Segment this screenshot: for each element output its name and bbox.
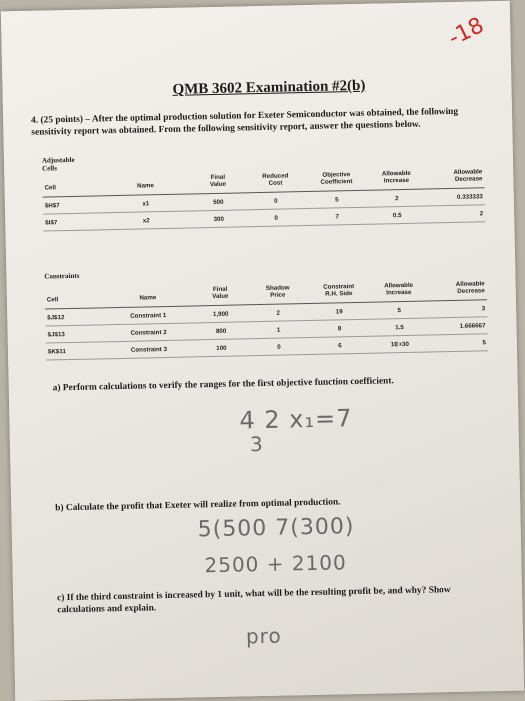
adjustable-header-row-2-cell-2: Value — [190, 180, 245, 194]
handwriting-b-line2: 2500 + 2100 — [204, 550, 347, 578]
constraints-header-row-2-cell-3: Price — [248, 291, 308, 305]
question-a: a) Perform calculations to verify the ranges for the first objective function coefficient. — [52, 376, 394, 394]
constraints-table-row-cell-2: 1,900 — [193, 305, 248, 323]
constraints-header-row-1-cell-6: Allowable — [455, 280, 485, 288]
constraints-table-row-cell-2: 800 — [193, 322, 248, 340]
adjustable-header-row-1-cell-2: Final — [210, 173, 226, 182]
question-c: c) If the third constraint is increased by 1 unit, what will be the resulting profit be, and why? Show calculations and explain. — [57, 585, 451, 616]
adjustable-header-row-1-cell-6: Allowable — [453, 168, 483, 176]
adjustable-table-row-cell-0: $H$7 — [43, 196, 101, 214]
constraints-table-row-cell-3: 0 — [249, 338, 309, 356]
handwriting-c-line1: pro — [245, 623, 282, 649]
constraints-table-row-cell-5: 5 — [370, 301, 428, 319]
adjustable-cells-table — [42, 165, 485, 231]
constraints-table-row-cell-6: 3 — [428, 300, 487, 318]
constraints-header-row-2-cell-6: Decrease — [428, 287, 487, 301]
constraints-table-row-cell-0: $K$11 — [46, 342, 104, 360]
adjustable-label-line2: Cells — [42, 164, 57, 173]
constraints-header-row-2-cell-4: R.H. Side — [308, 290, 370, 304]
constraints-header-row-2-cell-5: Increase — [370, 289, 428, 303]
adjustable-header-row-1-cell-5: Allowable — [381, 169, 411, 178]
adjustable-table-row-cell-4: 7 — [306, 207, 368, 225]
adjustable-header-row-2-cell-6: Decrease — [425, 175, 484, 189]
grade-mark: -18 — [444, 13, 488, 52]
adjustable-cells-label — [42, 156, 75, 173]
constraints-table-row-cell-1: Constraint 2 — [103, 323, 193, 342]
constraints-header-row-2-cell-2: Value — [193, 292, 248, 306]
exam-paper — [1, 1, 524, 701]
handwriting-b-line1: 5(500 7(300) — [197, 514, 355, 543]
adjustable-header-row-1-cell-3: Reduced — [262, 172, 289, 180]
adjustable-table-row-cell-4: 5 — [306, 190, 368, 208]
problem-statement: 4. (25 points) – After the optimal production solution for Exeter Semiconductor was obtained, the following sensitivity report was obtained. From the following sensitivity report, answer the questions below. — [31, 106, 459, 138]
adjustable-table-row-cell-2: 300 — [191, 210, 246, 228]
adjustable-header-row-1-cell-4: Objective — [322, 171, 351, 179]
adjustable-table-row-cell-5: 0.5 — [368, 206, 426, 224]
adjustable-table-row-cell-0: $I$7 — [43, 213, 101, 231]
constraints-table-row-cell-4: 19 — [308, 302, 370, 320]
constraints-table — [45, 277, 488, 360]
constraints-table-row-cell-0: $J$13 — [45, 325, 103, 343]
constraints-header-row-1-cell-2: Final — [212, 285, 228, 294]
constraints-table-row-cell-5: 1E+30 — [371, 335, 429, 353]
adjustable-header-row-2-cell-1: Name — [100, 181, 190, 195]
adjustable-header-row-2-cell-5: Increase — [367, 177, 425, 191]
constraints-table-row-cell-6: 1.666667 — [428, 317, 487, 335]
adjustable-label-line1: Adjustable — [41, 155, 75, 165]
page-title: QMB 3602 Examination #2(b) — [172, 77, 366, 98]
constraints-header-row-2-cell-0: Cell — [45, 295, 103, 309]
constraints-table-row-cell-2: 100 — [194, 339, 249, 357]
constraints-table-row-cell-3: 2 — [248, 304, 308, 322]
adjustable-table-row-cell-5: 2 — [368, 189, 426, 207]
adjustable-table-row-cell-1: x1 — [101, 194, 191, 213]
constraints-table-row-cell-1: Constraint 1 — [103, 306, 193, 325]
constraints-table-row-cell-0: $J$12 — [45, 308, 103, 326]
constraints-table-row-cell-6: 5 — [429, 334, 488, 352]
adjustable-table-row-cell-6: 0.333333 — [426, 188, 485, 206]
constraints-table-row-cell-1: Constraint 3 — [104, 340, 194, 359]
constraints-header-row-2-cell-1: Name — [103, 293, 193, 307]
constraints-table-row-cell-5: 1.5 — [370, 318, 428, 336]
adjustable-table-row-cell-2: 500 — [191, 193, 246, 211]
constraints-table-row-cell-4: 8 — [308, 319, 370, 337]
adjustable-header-row-2-cell-0: Cell — [42, 183, 100, 197]
adjustable-header-row-2-cell-4: Coefficient — [305, 178, 367, 192]
adjustable-table-row-cell-1: x2 — [101, 211, 191, 230]
adjustable-table-row-cell-6: 2 — [426, 205, 485, 223]
handwriting-a-line1: 4 2 x₁=7 — [239, 404, 353, 435]
adjustable-table-row-cell-3: 0 — [246, 209, 306, 227]
question-b: b) Calculate the profit that Exeter will realize from optimal production. — [55, 497, 341, 514]
constraints-table-row-cell-3: 1 — [248, 321, 308, 339]
constraints-header-row-1-cell-4: Constraint — [323, 283, 355, 291]
constraints-header-row-1-cell-5: Allowable — [384, 281, 414, 290]
adjustable-table-row-cell-3: 0 — [246, 192, 306, 210]
adjustable-header-row-2-cell-3: Cost — [245, 179, 305, 193]
constraints-table-row-cell-4: 6 — [309, 336, 371, 354]
constraints-header-row-1-cell-3: Shadow — [265, 284, 290, 292]
constraints-label: Constraints — [44, 271, 80, 281]
handwriting-a-line2: 3 — [249, 431, 264, 457]
